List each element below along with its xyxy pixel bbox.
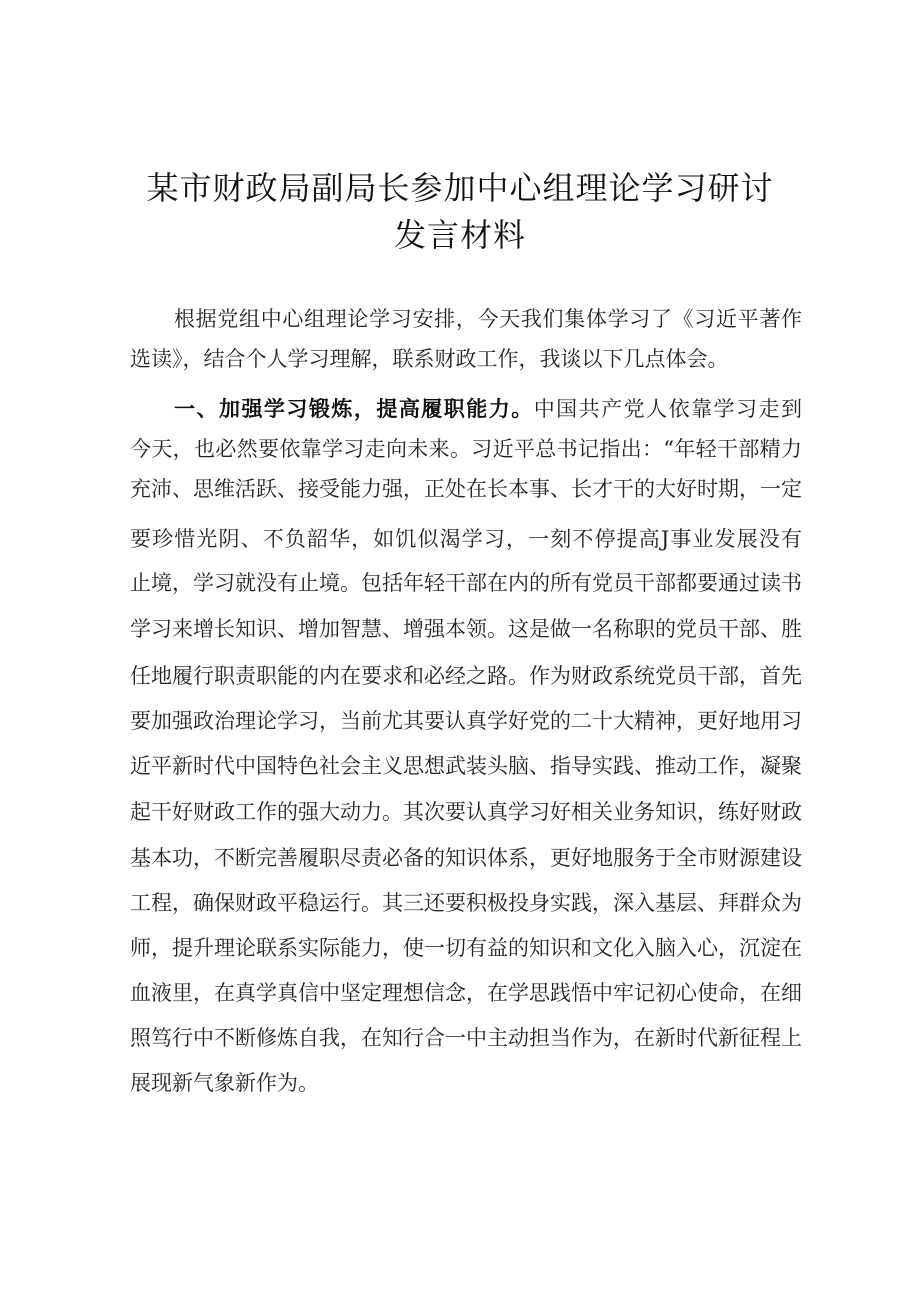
section-1-line: 今天，也必然要依靠学习走向未来。习近平总书记指出：“年轻干部精力 — [130, 437, 802, 461]
section-1-line: 近平新时代中国特色社会主义思想武装头脑、指导实践、推动工作，凝聚 — [130, 754, 802, 778]
section-1-line: 充沛、思维活跃、接受能力强，正处在长本事、长才干的大好时期，一定 — [130, 477, 802, 501]
intro-paragraph-line: 根据党组中心组理论学习安排，今天我们集体学习了《习近平著作 — [174, 307, 802, 331]
section-1-line: 任地履行职责职能的内在要求和必经之路。作为财政系统党员干部，首先 — [130, 664, 802, 688]
section-1-line: 学习来增长知识、增加智慧、增强本领。这是做一名称职的党员干部、胜 — [130, 617, 802, 641]
section-1-line: 照笃行中不断修炼自我，在知行合一中主动担当作为，在新时代新征程上 — [130, 1026, 802, 1050]
intro-paragraph-line: 选读》，结合个人学习理解，联系财政工作，我谈以下几点体会。 — [130, 347, 729, 371]
section-1-line: 血液里，在真学真信中坚定理想信念，在学思践悟中牢记初心使命，在细 — [130, 981, 802, 1005]
section-1-line: 要加强政治理论学习，当前尤其要认真学好党的二十大精神，更好地用习 — [130, 709, 802, 733]
section-1-line: 基本功，不断完善履职尽责必备的知识体系，更好地服务于全市财源建设 — [130, 846, 802, 870]
section-1-line: 师，提升理论联系实际能力，使一切有益的知识和文化入脑入心，沉淀在 — [130, 936, 802, 960]
section-1-line: 要珍惜光阴、不负韶华，如饥似渴学习，一刻不停提高J事业发展没有 — [130, 527, 802, 551]
section-1-heading: 一、加强学习锻炼，提高履职能力。 — [174, 397, 534, 421]
section-1-line: 工程，确保财政平稳运行。其三还要积极投身实践，深入基层、拜群众为 — [130, 891, 802, 915]
section-1-first-line — [174, 394, 802, 424]
section-1-line: 起干好财政工作的强大动力。其次要认真学习好相关业务知识，练好财政 — [130, 800, 802, 824]
document-title-line-2: 发言材料 — [393, 216, 526, 254]
section-1-line: 止境，学习就没有止境。包括年轻干部在内的所有党员干部都要通过读书 — [130, 571, 802, 595]
section-1-line: 展现新气象新作为。 — [130, 1071, 319, 1095]
document-title-line-1: 某市财政局副局长参加中心组理论学习研讨 — [146, 169, 774, 207]
section-1-first-line-text: 中国共产党人依靠学习走到 — [533, 397, 802, 421]
